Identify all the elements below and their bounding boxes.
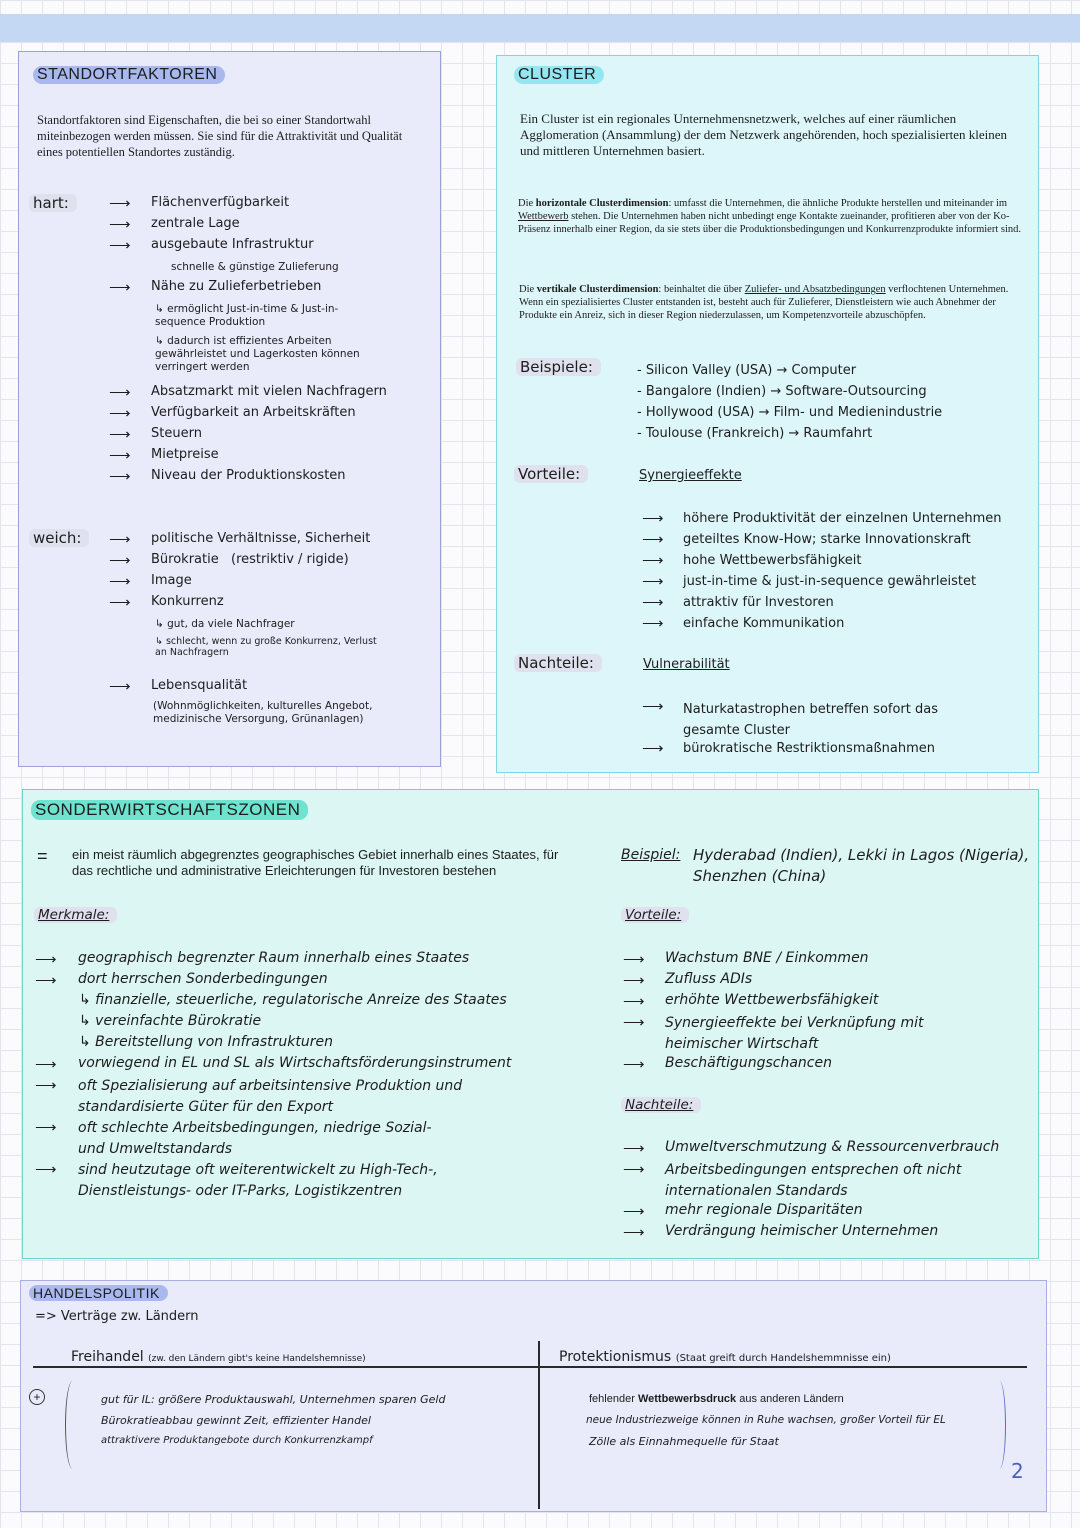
merkmal-sub: ↳ finanzielle, steuerliche, regulatorische Anreize des Staates [79,992,507,1008]
infra-sub: schnelle & günstige Zulieferung [171,261,339,273]
beispiel-item: - Hollywood (USA) → Film- und Medienindustrie [637,405,943,420]
cluster-panel [496,55,1039,773]
arrow-icon: ⟶ [109,531,131,548]
top-banner [0,14,1080,42]
freihandel-item: attraktivere Produktangebote durch Konkurrenzkampf [101,1435,373,1446]
freihandel-item: gut für IL: größere Produktauswahl, Unternehmen sparen Geld [101,1393,446,1406]
naehe-item: Nähe zu Zulieferbetrieben [151,279,322,294]
page-number: 2 [1011,1459,1024,1483]
sonder-nachteil: Umweltverschmutzung & Ressourcenverbrauch [665,1139,1000,1155]
arrow-icon: ⟶ [35,951,57,968]
sonder-beispiel-label: Beispiel: [621,847,681,863]
merkmal-item: oft Spezialisierung auf arbeitsintensive Produktion und standardisierte Güter für den Export [78,1078,463,1115]
sonder-nachteil: mehr regionale Disparitäten [665,1202,863,1218]
beispiel-item: - Bangalore (Indien) → Software-Outsourcing [637,384,927,399]
arrow-icon: ⟶ [109,195,131,212]
arrow-icon: ⟶ [642,573,664,590]
konkurrenz-sub: ↳ schlecht, wenn zu große Konkurrenz, Verlust an Nachfragern [155,636,377,658]
arrow-icon: ⟶ [109,594,131,611]
sonder-vorteile-label: Vorteile: [621,907,689,923]
cluster-intro: Ein Cluster ist ein regionales Unternehmensnetzwerk, welches auf einer räumlichen Agglomeration (Ansammlung) der dem Netzwerk angehörenden, hoch spezialisierten kleinen und mittleren Unternehmen basiert. [520,111,1007,158]
buerokratie-note: (restriktiv / rigide) [231,552,349,567]
hart-item: Flächenverfügbarkeit [151,195,290,210]
plus-icon: + [29,1389,45,1405]
arrow-icon: ⟶ [642,594,664,611]
bracket-icon [993,1381,1006,1469]
sonder-vorteil: Zufluss ADIs [665,971,753,987]
cluster-nachteil: Naturkatastrophen betreffen sofort das gesamte Cluster [683,702,938,738]
arrow-icon: ⟶ [109,468,131,485]
cluster-title: CLUSTER [514,66,604,84]
standortfaktoren-title: STANDORTFAKTOREN [33,66,225,84]
standortfaktoren-panel [18,51,441,767]
arrow-icon: ⟶ [623,1140,645,1157]
beispiel-item: - Toulouse (Frankreich) → Raumfahrt [637,426,873,441]
sonder-beispiel-text: Hyderabad (Indien), Lekki in Lagos (Nigeria), Shenzhen (China) [693,846,1030,885]
merkmal-item: sind heutzutage oft weiterentwickelt zu High-Tech-, Dienstleistungs- oder IT-Parks, Logistikzentren [78,1162,438,1199]
freihandel-item: Bürokratieabbau gewinnt Zeit, effizienter Handel [101,1414,371,1427]
arrow-icon: ⟶ [642,510,664,527]
arrow-icon: ⟶ [109,426,131,443]
weich-item: Konkurrenz [151,594,224,609]
synergie-heading: Synergieeffekte [639,468,742,483]
beispiel-item: - Silicon Valley (USA) → Computer [637,363,857,378]
freihandel-heading: Freihandel (zw. den Ländern gibt's keine Handelshemnisse) [71,1349,366,1365]
sonder-definition: ein meist räumlich abgegrenztes geographisches Gebiet innerhalb eines Staates, für das rechtliche und administrative Erleichterungen für Investoren bestehen [72,847,559,878]
merkmal-sub: ↳ Bereitstellung von Infrastrukturen [79,1034,333,1050]
weich-label: weich: [29,529,89,547]
cluster-vorteil: höhere Produktivität der einzelnen Unternehmen [683,511,1002,526]
cluster-vorteil: attraktiv für Investoren [683,595,834,610]
protektionismus-heading: Protektionismus (Staat greift durch Handelshemmnisse ein) [559,1349,891,1365]
equals-sign: = [37,846,48,866]
arrow-icon: ⟶ [109,552,131,569]
arrow-icon: ⟶ [109,216,131,233]
arrow-icon: ⟶ [35,1077,57,1094]
arrow-icon: ⟶ [109,405,131,422]
handel-subtitle: => Verträge zw. Ländern [35,1309,199,1324]
protektionismus-item: neue Industriezweige können in Ruhe wachsen, großer Vorteil für EL [586,1414,946,1426]
protektionismus-item: Zölle als Einnahmequelle für Staat [589,1435,779,1448]
merkmal-item: vorwiegend in EL und SL als Wirtschaftsförderungsinstrument [78,1055,512,1071]
hart-item: Absatzmarkt mit vielen Nachfragern [151,384,387,399]
sonder-nachteil: Verdrängung heimischer Unternehmen [665,1223,939,1239]
arrow-icon: ⟶ [35,1119,57,1136]
arrow-icon: ⟶ [623,1056,645,1073]
weich-item: Bürokratie [151,552,219,567]
arrow-icon: ⟶ [109,384,131,401]
sonder-vorteil: Synergieeffekte bei Verknüpfung mit heimischer Wirtschaft [665,1015,924,1052]
lebensqualitaet-item: Lebensqualität [151,678,248,693]
vertikale-dimension: Die vertikale Clusterdimension: beinhaltet die über Zuliefer- und Absatzbedingungen verflochtenen Unternehmen. Wenn ein spezialisiertes Cluster entstanden ist, besteht auch für Zulieferer, Dienstleistern wie auch Abnehmer der Produkte ein Anreiz, sich in dieser Region niederzulassen, um Kompetenzvorteile abzuschöpfen. [519,284,1009,321]
arrow-icon: ⟶ [35,1161,57,1178]
hart-label: hart: [29,194,77,212]
naehe-sub: ↳ dadurch ist effizientes Arbeiten gewährleistet und Lagerkosten können verringert werden [155,335,360,373]
vulnerabilitaet-heading: Vulnerabilität [643,657,730,672]
merkmal-sub: ↳ vereinfachte Bürokratie [79,1013,262,1029]
arrow-icon: ⟶ [642,531,664,548]
hart-item: Niveau der Produktionskosten [151,468,346,483]
arrow-icon: ⟶ [109,279,131,296]
arrow-icon: ⟶ [642,552,664,569]
hart-item: Mietpreise [151,447,219,462]
merkmal-item: geographisch begrenzter Raum innerhalb eines Staates [78,950,470,966]
nachteile-label: Nachteile: [514,654,602,672]
hart-item: ausgebaute Infrastruktur [151,237,314,252]
cluster-vorteil: geteiltes Know-How; starke Innovationskraft [683,532,971,547]
arrow-icon: ⟶ [623,1014,645,1031]
cluster-vorteil: just-in-time & just-in-sequence gewährleistet [683,574,977,589]
arrow-icon: ⟶ [109,573,131,590]
sonderwirtschaftszonen-panel [22,789,1039,1259]
handel-title: HANDELSPOLITIK [29,1285,168,1301]
cluster-vorteil: einfache Kommunikation [683,616,845,631]
table-divider [538,1341,540,1509]
arrow-icon: ⟶ [623,1224,645,1241]
hart-item: Steuern [151,426,202,441]
lebensqualitaet-sub: (Wohnmöglichkeiten, kulturelles Angebot, medizinische Versorgung, Grünanlagen) [153,700,373,725]
bracket-icon [65,1381,80,1469]
sonder-vorteil: erhöhte Wettbewerbsfähigkeit [665,992,879,1008]
weich-item: Image [151,573,192,588]
arrow-icon: ⟶ [109,678,131,695]
arrow-icon: ⟶ [623,951,645,968]
arrow-icon: ⟶ [623,1161,645,1178]
hart-item: Verfügbarkeit an Arbeitskräften [151,405,356,420]
sonder-title: SONDERWIRTSCHAFTSZONEN [31,800,308,820]
arrow-icon: ⟶ [642,740,664,757]
arrow-icon: ⟶ [623,993,645,1010]
weich-item: politische Verhältnisse, Sicherheit [151,531,371,546]
arrow-icon: ⟶ [109,237,131,254]
table-header-line [33,1366,1027,1368]
sonder-vorteil: Beschäftigungschancen [665,1055,832,1071]
arrow-icon: ⟶ [109,447,131,464]
konkurrenz-sub: ↳ gut, da viele Nachfrager [155,618,295,630]
sonder-nachteil: Arbeitsbedingungen entsprechen oft nicht internationalen Standards [665,1162,962,1199]
merkmal-item: dort herrschen Sonderbedingungen [78,971,328,987]
arrow-icon: ⟶ [623,1203,645,1220]
horizontale-dimension: Die horizontale Clusterdimension: umfasst die Unternehmen, die ähnliche Produkte herstellen und miteinander im Wettbewerb stehen. Die Unternehmen haben nicht unbedingt enge Kontakte zueinander, profitieren aber von der Ko-Präsenz innerhalb einer Region, da sie stets über die Produktionsbedingungen und Konkurrenzprodukte informiert sind. [518,198,1022,235]
cluster-nachteil: bürokratische Restriktionsmaßnahmen [683,741,935,756]
arrow-icon: ⟶ [642,615,664,632]
arrow-icon: ⟶ [35,1056,57,1073]
standortfaktoren-intro: Standortfaktoren sind Eigenschaften, die bei so einer Standortwahl miteinbezogen werden müssen. Sie sind für die Attraktivität und Qualität eines potentiellen Standortes zuständig. [37,113,403,159]
arrow-icon: ⟶ [642,698,664,715]
beispiele-label: Beispiele: [516,358,601,376]
handelspolitik-panel [20,1280,1047,1512]
hart-item: zentrale Lage [151,216,240,231]
protektionismus-item: fehlender Wettbewerbsdruck aus anderen Ländern [589,1393,844,1405]
arrow-icon: ⟶ [35,972,57,989]
sonder-vorteil: Wachstum BNE / Einkommen [665,950,869,966]
sonder-nachteile-label: Nachteile: [621,1097,701,1113]
merkmal-item: oft schlechte Arbeitsbedingungen, niedrige Sozial- und Umweltstandards [78,1120,432,1157]
merkmale-label: Merkmale: [34,907,117,923]
vorteile-label: Vorteile: [514,465,588,483]
cluster-vorteil: hohe Wettbewerbsfähigkeit [683,553,862,568]
naehe-sub: ↳ ermöglicht Just-in-time & Just-in-sequence Produktion [155,303,339,328]
arrow-icon: ⟶ [623,972,645,989]
